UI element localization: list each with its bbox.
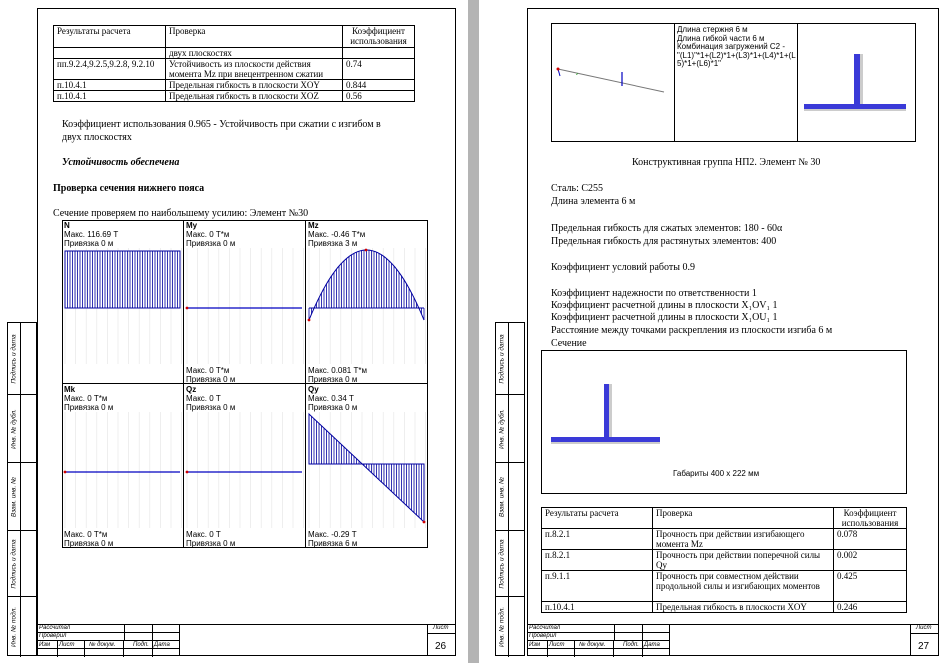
diagram-anchor-label: Привязка 0 м bbox=[308, 403, 358, 412]
side-label: Инв. № дубл. bbox=[10, 408, 18, 449]
stamp-checked: Проверил bbox=[529, 633, 557, 639]
results-table bbox=[53, 25, 415, 102]
table-cell: п.9.1.1 bbox=[542, 571, 653, 602]
diagram-min-label: Макс. 0 Т bbox=[186, 530, 221, 539]
table-cell: Прочность при действии изгибающего момента Mz bbox=[653, 529, 834, 550]
table-cell: пп.9.2.4,9.2.5,9.2.8, 9.2.10 bbox=[54, 59, 166, 80]
col-header: Проверка bbox=[653, 508, 834, 529]
table-cell: Прочность при действии поперечной силы Qy bbox=[653, 550, 834, 571]
table-cell: 0.425 bbox=[834, 571, 907, 602]
section-label: Сечение bbox=[551, 338, 587, 349]
diagram-mk bbox=[62, 384, 184, 548]
info-line: 5)*1+(L6)*1" bbox=[677, 59, 721, 68]
stamp-col: Изм bbox=[39, 642, 51, 648]
table-cell: 0.74 bbox=[343, 59, 415, 80]
col-header: Результаты расчета bbox=[542, 508, 653, 529]
stamp-col: Лист bbox=[549, 642, 565, 648]
frame-model-view bbox=[552, 24, 674, 141]
side-stamp-column bbox=[7, 322, 37, 656]
stamp-calculated: Рассчитал bbox=[39, 625, 71, 631]
usage-text: Коэффициент использования 0.965 - Устойчивость при сжатии с изгибом в bbox=[62, 119, 381, 130]
col-header: Коэффициент использования bbox=[343, 26, 415, 48]
diagram-max-label: Макс. 116.69 Т bbox=[64, 230, 119, 239]
table-cell: п.8.2.1 bbox=[542, 550, 653, 571]
group-title: Конструктивная группа НП2. Элемент № 30 bbox=[632, 157, 821, 168]
diagram-max-label: Макс. 0 Т bbox=[186, 394, 221, 403]
side-label: Инв. № дубл. bbox=[498, 408, 506, 449]
table-cell: п.10.4.1 bbox=[54, 91, 166, 102]
stamp-col: Лист bbox=[59, 642, 75, 648]
usage-text-cont: двух плоскостях bbox=[62, 132, 132, 143]
table-cell: Предельная гибкость в плоскости XOZ bbox=[166, 91, 343, 102]
table-cell: 0.078 bbox=[834, 529, 907, 550]
section-thumbnail bbox=[798, 24, 915, 141]
diagram-anchor-label: Привязка 3 м bbox=[308, 239, 358, 248]
page-26 bbox=[0, 0, 468, 663]
info-line: Длина стержня 6 м bbox=[677, 25, 748, 34]
stamp-calculated: Рассчитал bbox=[529, 625, 561, 631]
table-cell: п.8.2.1 bbox=[542, 529, 653, 550]
slenderness-tensioned: Предельная гибкость для растянутых элементов: 400 bbox=[551, 236, 777, 247]
diagram-anchor-label: Привязка 0 м bbox=[186, 403, 236, 412]
work-condition-coef: Коэффициент условий работы 0.9 bbox=[551, 262, 695, 273]
diagram-title: N bbox=[64, 221, 70, 230]
diagram-min-anchor-label: Привязка 0 м bbox=[308, 375, 358, 384]
side-label: Подпись и дата bbox=[10, 538, 18, 589]
col-header: Коэффициент использования bbox=[834, 508, 907, 529]
table-cell: Предельная гибкость в плоскости XOY bbox=[653, 602, 834, 613]
table-cell: 0.844 bbox=[343, 80, 415, 91]
model-info-box bbox=[551, 23, 916, 142]
table-cell: п.10.4.1 bbox=[54, 80, 166, 91]
info-line: Длина гибкой части 6 м bbox=[677, 33, 765, 43]
info-line: "(L1)"*1+(L2)*1+(L3)*1+(L4)*1+(L bbox=[677, 50, 796, 60]
side-label: Инв. № подл. bbox=[10, 606, 18, 648]
side-label: Инв. № подл. bbox=[498, 606, 506, 648]
svg-text:z: z bbox=[576, 71, 578, 76]
section-check-text: Сечение проверяем по наибольшему усилию: Элемент №30 bbox=[53, 208, 309, 219]
stamp-checked: Проверил bbox=[39, 633, 67, 639]
diagram-anchor-label: Привязка 0 м bbox=[64, 239, 114, 248]
section-heading: Проверка сечения нижнего пояса bbox=[53, 183, 205, 194]
title-stamp bbox=[37, 624, 456, 656]
length-coef-xou: Коэффициент расчетной длины в плоскости X₁OU₁ 1 bbox=[551, 312, 778, 323]
diagram-my bbox=[184, 220, 306, 384]
table-cell: 0.56 bbox=[343, 91, 415, 102]
side-label: Подпись и дата bbox=[498, 538, 506, 589]
side-label: Взам. инв. № bbox=[10, 476, 18, 517]
diagram-title: Qy bbox=[308, 385, 319, 394]
diagram-min-anchor-label: Привязка 0 м bbox=[64, 539, 114, 548]
stamp-col: № докум. bbox=[89, 642, 116, 648]
table-cell: двух плоскостях bbox=[166, 48, 343, 59]
page-number: 27 bbox=[918, 641, 930, 652]
stamp-col: № докум. bbox=[579, 642, 606, 648]
diagram-min-anchor-label: Привязка 6 м bbox=[308, 539, 358, 548]
diagram-min-anchor-label: Привязка 0 м bbox=[186, 539, 236, 548]
page-27 bbox=[479, 0, 947, 663]
slenderness-compressed: Предельная гибкость для сжатых элементов: 180 - 60α bbox=[551, 223, 783, 234]
side-label: Подпись и дата bbox=[498, 333, 506, 384]
side-stamp-column bbox=[495, 322, 525, 656]
diagram-anchor-label: Привязка 0 м bbox=[64, 403, 114, 412]
stamp-col: Подп. bbox=[623, 642, 639, 648]
diagram-qz bbox=[184, 384, 306, 548]
results-table bbox=[541, 507, 907, 613]
side-label: Взам. инв. № bbox=[498, 476, 506, 517]
diagram-qy bbox=[306, 384, 428, 548]
diagram-max-label: Макс. -0.46 Т*м bbox=[308, 230, 366, 239]
stamp-col: Дата bbox=[154, 642, 170, 648]
table-cell: Прочность при совместном действии продольной силы и изгибающих моментов bbox=[653, 571, 834, 602]
col-header: Результаты расчета bbox=[54, 26, 166, 48]
table-cell: п.10.4.1 bbox=[542, 602, 653, 613]
diagram-max-label: Макс. 0 Т*м bbox=[186, 230, 230, 239]
length-coef-xov: Коэффициент расчетной длины в плоскости X₁OV₁ 1 bbox=[551, 300, 778, 311]
stamp-col: Подп. bbox=[133, 642, 149, 648]
diagram-title: My bbox=[186, 221, 198, 230]
diagram-n bbox=[62, 220, 184, 384]
side-label: Подпись и дата bbox=[10, 333, 18, 384]
diagram-min-label: Макс. 0 Т*м bbox=[186, 366, 230, 375]
table-cell bbox=[343, 48, 415, 59]
element-length: Длина элемента 6 м bbox=[551, 196, 636, 207]
diagram-mz bbox=[306, 220, 428, 384]
table-cell: 0.246 bbox=[834, 602, 907, 613]
diagram-max-label: Макс. 0.34 Т bbox=[308, 394, 354, 403]
page-gutter bbox=[468, 0, 479, 663]
reliability-coef: Коэффициент надежности по ответственности 1 bbox=[551, 288, 757, 299]
table-cell: Устойчивость из плоскости действия момента Mz при внецентренном сжатии bbox=[166, 59, 343, 80]
stamp-col: Изм bbox=[529, 642, 541, 648]
steel-text: Сталь: С255 bbox=[551, 183, 604, 194]
stamp-col: Дата bbox=[644, 642, 660, 648]
info-line: Комбинация загружений С2 - bbox=[677, 42, 786, 51]
diagram-min-label: Макс. 0 Т*м bbox=[64, 530, 108, 539]
col-header: Проверка bbox=[166, 26, 343, 48]
section-dimensions: Габариты 400 x 222 мм bbox=[673, 469, 760, 478]
diagram-min-label: Макс. 0.081 Т*м bbox=[308, 366, 367, 375]
diagram-min-label: Макс. -0.29 Т bbox=[308, 530, 357, 539]
diagram-anchor-label: Привязка 0 м bbox=[186, 239, 236, 248]
stamp-sheet-label: Лист bbox=[433, 625, 449, 631]
table-cell: Предельная гибкость в плоскости XOY bbox=[166, 80, 343, 91]
table-cell bbox=[54, 48, 166, 59]
title-stamp bbox=[527, 624, 939, 656]
diagram-title: Mk bbox=[64, 385, 76, 394]
bracing-distance: Расстояние между точками раскрепления из плоскости изгиба 6 м bbox=[551, 325, 833, 336]
stamp-sheet-label: Лист bbox=[916, 625, 932, 631]
section-drawing-box bbox=[541, 350, 907, 494]
diagram-title: Mz bbox=[308, 221, 319, 230]
diagram-title: Qz bbox=[186, 385, 197, 394]
table-cell: 0.002 bbox=[834, 550, 907, 571]
page-number: 26 bbox=[435, 641, 447, 652]
diagram-min-anchor-label: Привязка 0 м bbox=[186, 375, 236, 384]
stability-text: Устойчивость обеспечена bbox=[62, 157, 180, 168]
diagram-max-label: Макс. 0 Т*м bbox=[64, 394, 108, 403]
